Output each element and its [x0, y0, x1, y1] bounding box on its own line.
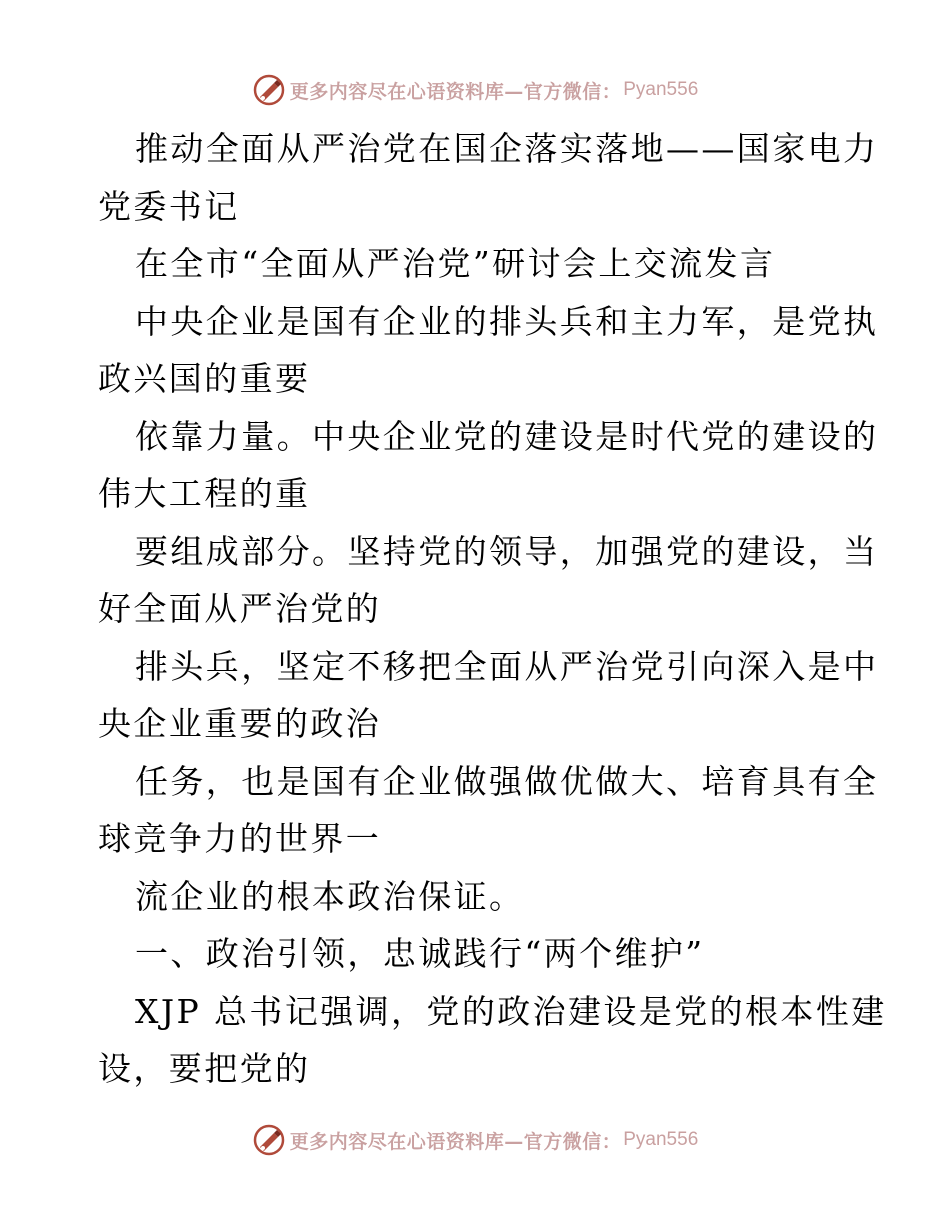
- text-line: 中央企业是国有企业的排头兵和主力军，是党执: [135, 301, 879, 341]
- text-line: 推动全面从严治党在国企落实落地——国家电力: [135, 129, 879, 168]
- text-line: 流企业的根本政治保证。: [135, 876, 525, 916]
- watermark-text: 更多内容尽在心语资料库—官方微信：: [289, 80, 622, 103]
- text-line: 要组成部分。坚持党的领导，加强党的建设，当: [135, 531, 879, 571]
- text-line: 党委书记: [98, 186, 240, 226]
- text-line: 球竞争力的世界一: [98, 819, 382, 858]
- text-line: 任务，也是国有企业做强做优做大、培育具有全: [135, 761, 879, 801]
- watermark-contact: Pyan556: [623, 79, 699, 100]
- text-line: 设，要把党的: [98, 1049, 311, 1088]
- text-line: 央企业重要的政治: [98, 704, 382, 743]
- text-line: 政兴国的重要: [98, 359, 311, 398]
- watermark-contact: Pyan556: [623, 1129, 699, 1150]
- watermark-footer: [0, 1120, 950, 1160]
- text-line: 伟大工程的重: [98, 474, 311, 513]
- text-line: 一、政治引领，忠诚践行“两个维护”: [135, 934, 705, 973]
- watermark-text: 更多内容尽在心语资料库—官方微信：: [289, 1130, 622, 1153]
- pen-logo-icon: [252, 73, 286, 107]
- pen-logo-icon: [252, 1123, 286, 1157]
- text-line: 好全面从严治党的: [98, 589, 382, 628]
- text-line: XJP 总书记强调，党的政治建设是党的根本性建: [135, 991, 887, 1031]
- text-line: 依靠力量。中央企业党的建设是时代党的建设的: [135, 416, 879, 456]
- text-line: 在全市“全面从严治党”研讨会上交流发言: [135, 244, 776, 283]
- text-line: 排头兵，坚定不移把全面从严治党引向深入是中: [135, 646, 879, 686]
- watermark-header: [0, 70, 950, 110]
- document-body: [98, 120, 887, 1098]
